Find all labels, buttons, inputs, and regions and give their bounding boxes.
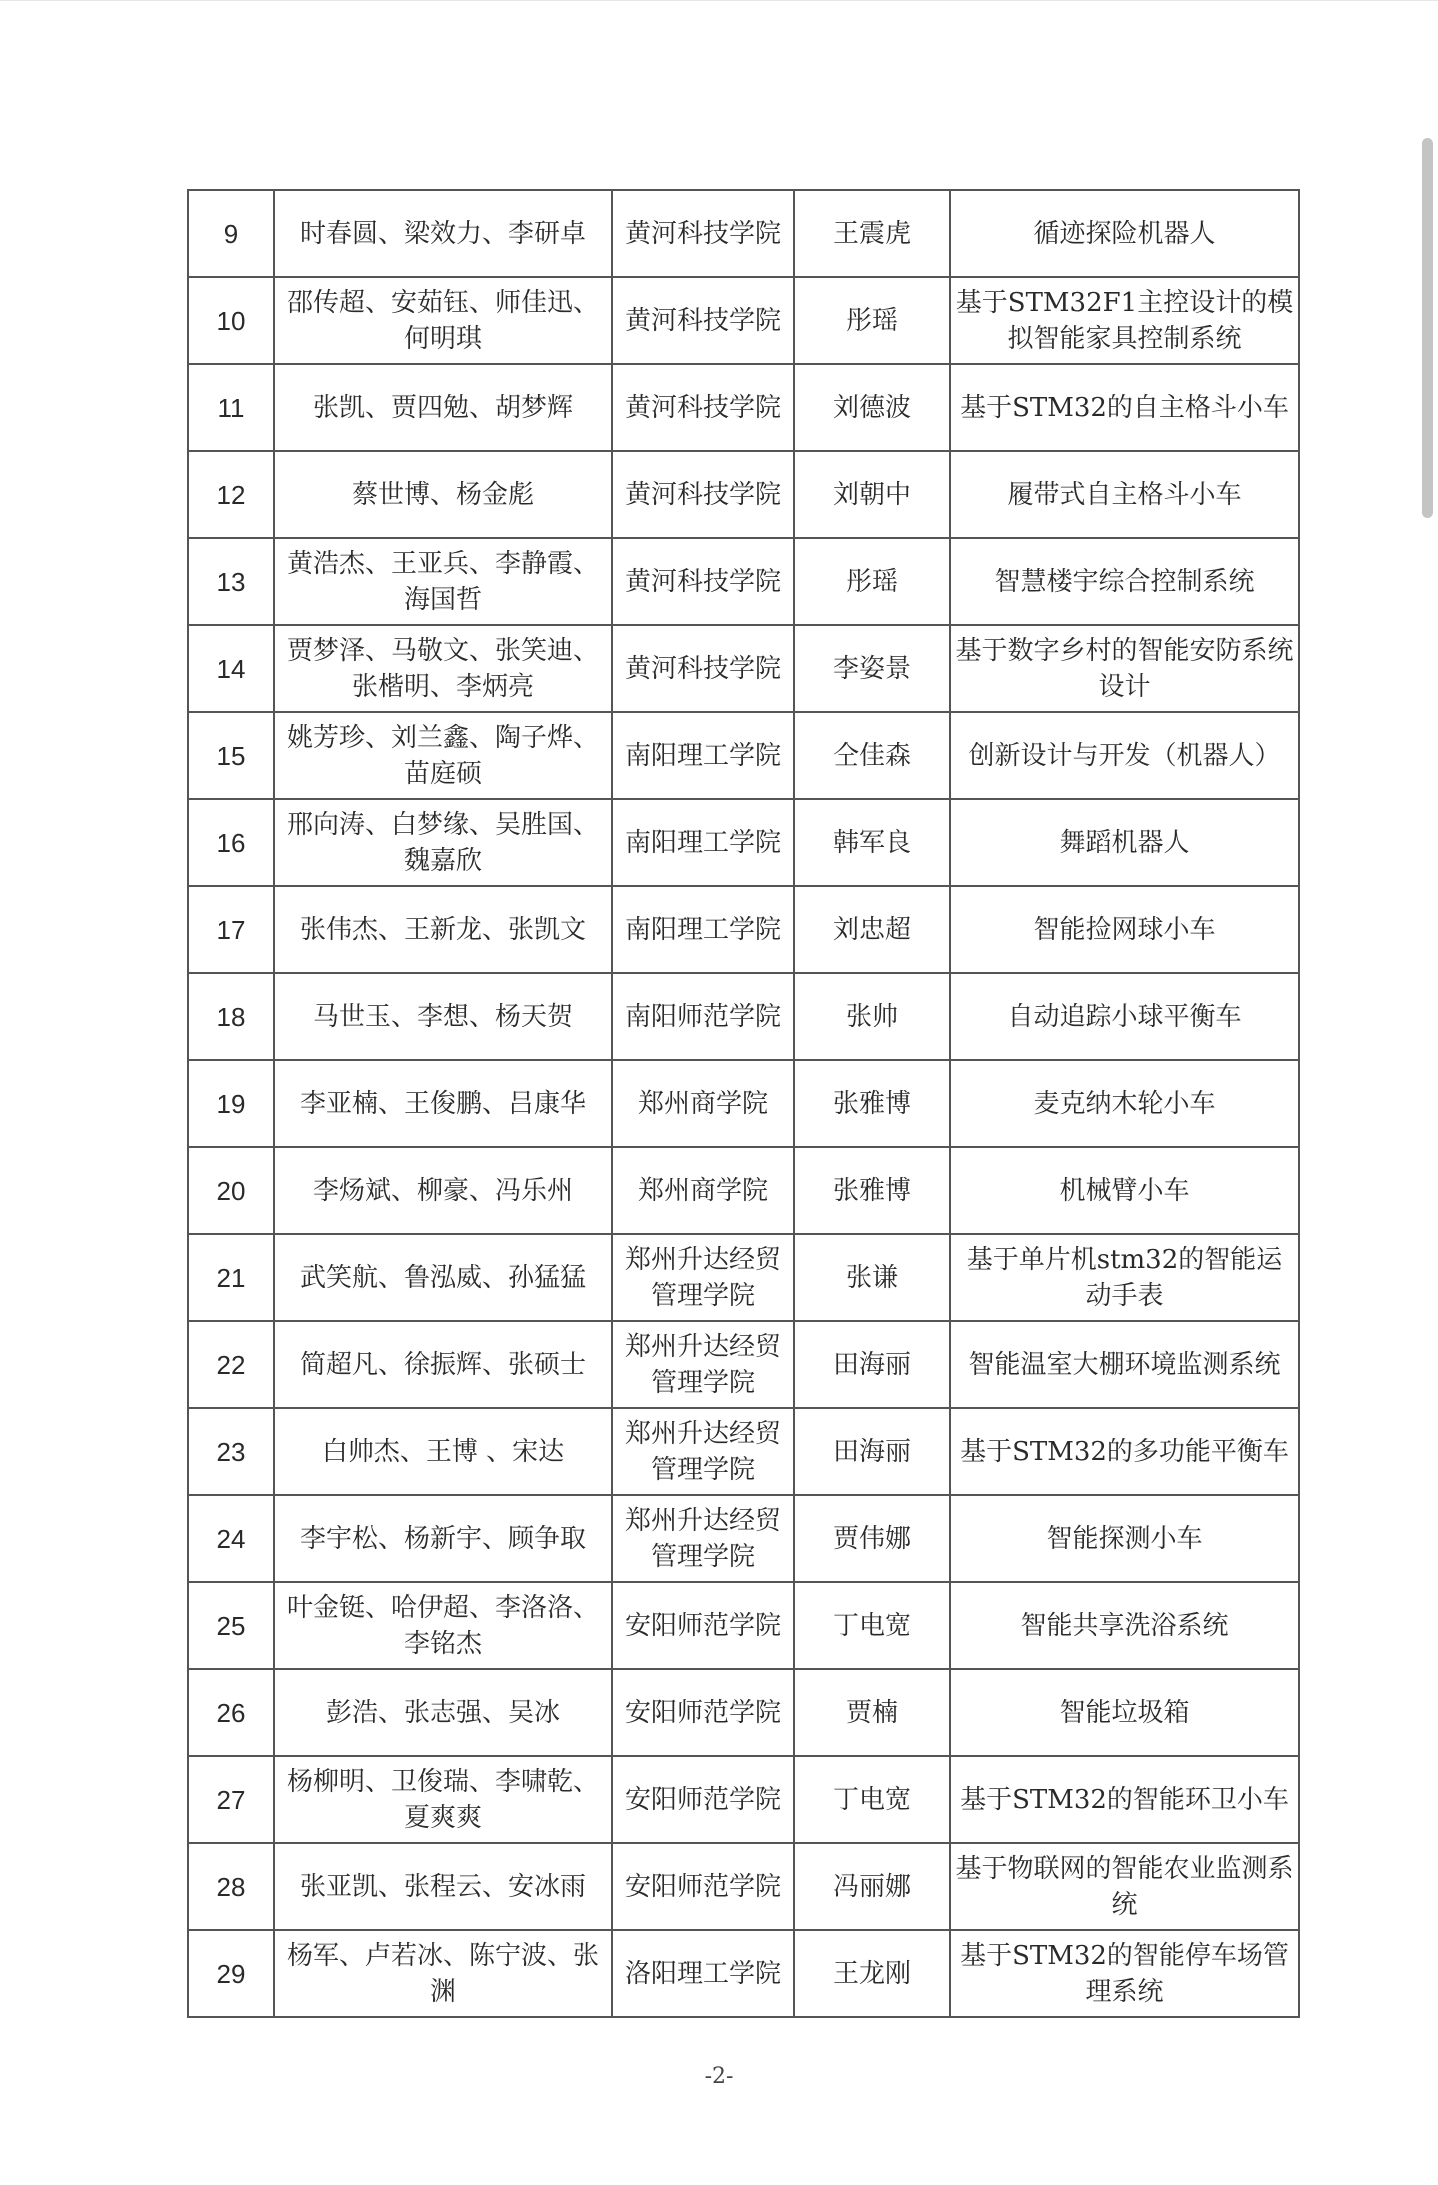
- table-row: [188, 1669, 1299, 1756]
- advisor-name: 贾伟娜: [794, 1495, 950, 1582]
- advisor-name: 彤瑶: [794, 538, 950, 625]
- project-title: 基于STM32F1主控设计的模拟智能家具控制系统: [950, 277, 1299, 364]
- table-row: [188, 625, 1299, 712]
- team-members: 武笑航、鲁泓威、孙猛猛: [274, 1234, 612, 1321]
- advisor-name: 冯丽娜: [794, 1843, 950, 1930]
- school-name: 南阳理工学院: [612, 712, 794, 799]
- row-number: 19: [188, 1060, 274, 1147]
- school-name: 黄河科技学院: [612, 277, 794, 364]
- row-number: 9: [188, 190, 274, 277]
- page-number: -2-: [704, 2064, 734, 2089]
- table-row: [188, 277, 1299, 364]
- advisor-name: 丁电宽: [794, 1582, 950, 1669]
- table-row: [188, 1147, 1299, 1234]
- advisor-name: 田海丽: [794, 1321, 950, 1408]
- table-row: [188, 973, 1299, 1060]
- project-title: 麦克纳木轮小车: [950, 1060, 1299, 1147]
- advisor-name: 田海丽: [794, 1408, 950, 1495]
- advisor-name: 仝佳森: [794, 712, 950, 799]
- row-number: 17: [188, 886, 274, 973]
- school-name: 安阳师范学院: [612, 1756, 794, 1843]
- project-title: 创新设计与开发（机器人）: [950, 712, 1299, 799]
- school-name: 黄河科技学院: [612, 625, 794, 712]
- project-title: 智能温室大棚环境监测系统: [950, 1321, 1299, 1408]
- team-members: 邵传超、安茹钰、师佳迅、何明琪: [274, 277, 612, 364]
- advisor-name: 彤瑶: [794, 277, 950, 364]
- row-number: 11: [188, 364, 274, 451]
- row-number: 20: [188, 1147, 274, 1234]
- school-name: 黄河科技学院: [612, 190, 794, 277]
- row-number: 10: [188, 277, 274, 364]
- advisor-name: 丁电宽: [794, 1756, 950, 1843]
- school-name: 郑州商学院: [612, 1147, 794, 1234]
- advisor-name: 贾楠: [794, 1669, 950, 1756]
- project-title: 基于数字乡村的智能安防系统设计: [950, 625, 1299, 712]
- school-name: 黄河科技学院: [612, 451, 794, 538]
- table-row: [188, 1756, 1299, 1843]
- scrollbar-thumb[interactable]: [1422, 138, 1433, 518]
- team-members: 简超凡、徐振辉、张硕士: [274, 1321, 612, 1408]
- project-title: 循迹探险机器人: [950, 190, 1299, 277]
- table-row: [188, 1582, 1299, 1669]
- table-row: [188, 1843, 1299, 1930]
- table-row: [188, 364, 1299, 451]
- project-title: 基于STM32的智能环卫小车: [950, 1756, 1299, 1843]
- table-row: [188, 451, 1299, 538]
- team-members: 杨军、卢若冰、陈宁波、张渊: [274, 1930, 612, 2017]
- project-title: 舞蹈机器人: [950, 799, 1299, 886]
- table-row: [188, 1321, 1299, 1408]
- project-title: 机械臂小车: [950, 1147, 1299, 1234]
- award-table-body: [188, 190, 1299, 2017]
- team-members: 李宇松、杨新宇、顾争取: [274, 1495, 612, 1582]
- team-members: 蔡世博、杨金彪: [274, 451, 612, 538]
- team-members: 黄浩杰、王亚兵、李静霞、海国哲: [274, 538, 612, 625]
- row-number: 14: [188, 625, 274, 712]
- team-members: 贾梦泽、马敬文、张笑迪、张楷明、李炳亮: [274, 625, 612, 712]
- table-row: [188, 1408, 1299, 1495]
- advisor-name: 张帅: [794, 973, 950, 1060]
- school-name: 黄河科技学院: [612, 538, 794, 625]
- project-title: 智慧楼宇综合控制系统: [950, 538, 1299, 625]
- table-row: [188, 886, 1299, 973]
- school-name: 南阳理工学院: [612, 799, 794, 886]
- project-title: 智能捡网球小车: [950, 886, 1299, 973]
- advisor-name: 刘忠超: [794, 886, 950, 973]
- team-members: 邢向涛、白梦缘、吴胜国、魏嘉欣: [274, 799, 612, 886]
- school-name: 南阳理工学院: [612, 886, 794, 973]
- project-title: 自动追踪小球平衡车: [950, 973, 1299, 1060]
- table-row: [188, 1234, 1299, 1321]
- advisor-name: 张雅博: [794, 1060, 950, 1147]
- project-title: 基于STM32的多功能平衡车: [950, 1408, 1299, 1495]
- table-row: [188, 538, 1299, 625]
- advisor-name: 张谦: [794, 1234, 950, 1321]
- row-number: 18: [188, 973, 274, 1060]
- project-title: 履带式自主格斗小车: [950, 451, 1299, 538]
- table-row: [188, 1930, 1299, 2017]
- advisor-name: 刘朝中: [794, 451, 950, 538]
- award-table: [187, 189, 1300, 2018]
- row-number: 29: [188, 1930, 274, 2017]
- school-name: 安阳师范学院: [612, 1843, 794, 1930]
- table-row: [188, 799, 1299, 886]
- school-name: 郑州升达经贸管理学院: [612, 1234, 794, 1321]
- school-name: 郑州升达经贸管理学院: [612, 1495, 794, 1582]
- table-row: [188, 712, 1299, 799]
- project-title: 智能探测小车: [950, 1495, 1299, 1582]
- team-members: 叶金铤、哈伊超、李洛洛、李铭杰: [274, 1582, 612, 1669]
- row-number: 12: [188, 451, 274, 538]
- team-members: 李炀斌、柳豪、冯乐州: [274, 1147, 612, 1234]
- row-number: 25: [188, 1582, 274, 1669]
- team-members: 杨柳明、卫俊瑞、李啸乾、夏爽爽: [274, 1756, 612, 1843]
- school-name: 黄河科技学院: [612, 364, 794, 451]
- project-title: 基于STM32的自主格斗小车: [950, 364, 1299, 451]
- row-number: 27: [188, 1756, 274, 1843]
- team-members: 白帅杰、王博 、宋达: [274, 1408, 612, 1495]
- row-number: 24: [188, 1495, 274, 1582]
- school-name: 安阳师范学院: [612, 1582, 794, 1669]
- project-title: 基于物联网的智能农业监测系统: [950, 1843, 1299, 1930]
- row-number: 13: [188, 538, 274, 625]
- advisor-name: 刘德波: [794, 364, 950, 451]
- row-number: 15: [188, 712, 274, 799]
- school-name: 郑州商学院: [612, 1060, 794, 1147]
- row-number: 28: [188, 1843, 274, 1930]
- team-members: 张伟杰、王新龙、张凯文: [274, 886, 612, 973]
- table-row: [188, 190, 1299, 277]
- team-members: 李亚楠、王俊鹏、吕康华: [274, 1060, 612, 1147]
- school-name: 洛阳理工学院: [612, 1930, 794, 2017]
- team-members: 张亚凯、张程云、安冰雨: [274, 1843, 612, 1930]
- advisor-name: 王震虎: [794, 190, 950, 277]
- school-name: 安阳师范学院: [612, 1669, 794, 1756]
- row-number: 22: [188, 1321, 274, 1408]
- project-title: 基于单片机stm32的智能运动手表: [950, 1234, 1299, 1321]
- row-number: 23: [188, 1408, 274, 1495]
- school-name: 南阳师范学院: [612, 973, 794, 1060]
- table-row: [188, 1495, 1299, 1582]
- school-name: 郑州升达经贸管理学院: [612, 1321, 794, 1408]
- project-title: 智能共享洗浴系统: [950, 1582, 1299, 1669]
- advisor-name: 王龙刚: [794, 1930, 950, 2017]
- row-number: 16: [188, 799, 274, 886]
- team-members: 姚芳珍、刘兰鑫、陶子烨、苗庭硕: [274, 712, 612, 799]
- advisor-name: 张雅博: [794, 1147, 950, 1234]
- page-top-border: [0, 0, 1438, 1]
- school-name: 郑州升达经贸管理学院: [612, 1408, 794, 1495]
- team-members: 张凯、贾四勉、胡梦辉: [274, 364, 612, 451]
- row-number: 26: [188, 1669, 274, 1756]
- row-number: 21: [188, 1234, 274, 1321]
- advisor-name: 韩军良: [794, 799, 950, 886]
- team-members: 马世玉、李想、杨天贺: [274, 973, 612, 1060]
- project-title: 基于STM32的智能停车场管理系统: [950, 1930, 1299, 2017]
- table-row: [188, 1060, 1299, 1147]
- advisor-name: 李姿景: [794, 625, 950, 712]
- team-members: 时春圆、梁效力、李研卓: [274, 190, 612, 277]
- team-members: 彭浩、张志强、吴冰: [274, 1669, 612, 1756]
- project-title: 智能垃圾箱: [950, 1669, 1299, 1756]
